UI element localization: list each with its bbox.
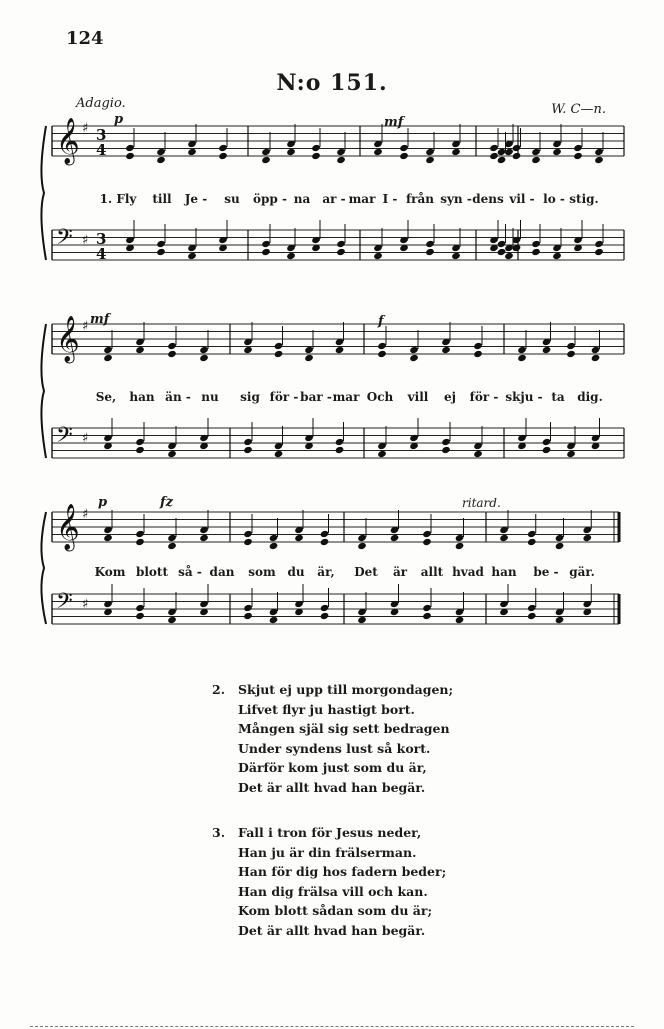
note-head — [243, 604, 253, 612]
note-head — [497, 248, 507, 256]
note-head — [243, 538, 253, 546]
note-head — [531, 156, 541, 164]
note-head — [135, 604, 145, 612]
note-head — [335, 438, 345, 446]
lyric-syllable: han — [129, 390, 155, 404]
time-signature-digit: 4 — [96, 141, 107, 159]
time-signature-digit: 3 — [96, 126, 107, 144]
note-head — [497, 240, 507, 248]
verse-number: 2. — [212, 682, 226, 697]
note-head — [527, 612, 537, 620]
music-system-1 — [44, 112, 624, 278]
note-head — [422, 538, 432, 546]
note-head — [512, 152, 522, 160]
note-head — [542, 346, 552, 354]
tempo-marking: Adagio. — [76, 96, 126, 111]
note-head — [390, 534, 400, 542]
note-head — [335, 446, 345, 454]
note-head — [336, 156, 346, 164]
note-head — [552, 148, 562, 156]
note-head — [167, 450, 177, 458]
lyric-syllable: mar — [332, 390, 360, 404]
sharp-icon: ♯ — [82, 319, 89, 334]
note-head — [274, 342, 284, 350]
note-head — [489, 144, 499, 152]
bass-clef-icon: 𝄢 — [56, 225, 73, 255]
note-head — [552, 252, 562, 260]
note-head — [304, 354, 314, 362]
dynamic-marking: f — [378, 314, 384, 329]
note-head — [531, 240, 541, 248]
sharp-icon: ♯ — [82, 507, 89, 522]
dynamic-marking: p — [98, 495, 108, 510]
note-head — [187, 148, 197, 156]
note-head — [455, 534, 465, 542]
note-head — [320, 612, 330, 620]
lyric-syllable: mar — [348, 192, 376, 206]
lyric-syllable: till — [152, 192, 172, 206]
lyric-syllable: hvad — [452, 565, 484, 579]
lyric-syllable: lo - — [543, 192, 565, 206]
note-head — [199, 346, 209, 354]
verse-line: Han ju är din frälserman. — [238, 844, 417, 860]
note-head — [373, 252, 383, 260]
lyric-syllable: för - — [269, 390, 299, 404]
note-head — [591, 354, 601, 362]
dynamic-marking: mf — [384, 115, 404, 130]
note-head — [377, 450, 387, 458]
note-head — [135, 446, 145, 454]
lyric-syllable: 1. Fly — [99, 192, 137, 206]
time-signature-digit: 4 — [96, 245, 107, 263]
treble-clef-icon: 𝄞 — [56, 504, 80, 550]
verse-line: Därför kom just som du är, — [238, 760, 427, 775]
note-head — [566, 342, 576, 350]
note-head — [499, 534, 509, 542]
note-head — [531, 148, 541, 156]
note-head — [243, 530, 253, 538]
note-head — [527, 530, 537, 538]
note-head — [422, 604, 432, 612]
note-head — [311, 144, 321, 152]
note-head — [489, 152, 499, 160]
note-head — [527, 538, 537, 546]
note-head — [243, 612, 253, 620]
note-head — [156, 240, 166, 248]
lyric-syllable: gär. — [569, 565, 595, 579]
note-head — [243, 346, 253, 354]
note-head — [425, 148, 435, 156]
lyric-syllable: dens — [472, 192, 504, 206]
lyric-syllable: vil - — [509, 192, 535, 206]
note-head — [373, 148, 383, 156]
lyric-syllable: som — [248, 565, 276, 579]
lyric-syllable: du — [287, 565, 305, 579]
music-system-2 — [44, 312, 624, 476]
note-head — [573, 144, 583, 152]
verse-line: Mången själ sig sett bedragen — [238, 721, 450, 736]
lyric-syllable: Se, — [95, 390, 117, 404]
lyric-syllable: är — [392, 565, 408, 579]
dynamic-marking: mf — [90, 312, 110, 327]
bass-clef-icon: 𝄢 — [56, 589, 73, 619]
note-head — [591, 346, 601, 354]
note-head — [187, 252, 197, 260]
note-head — [527, 604, 537, 612]
lyric-syllable: syn - — [440, 192, 472, 206]
note-head — [441, 446, 451, 454]
lyric-syllable: Je - — [184, 192, 208, 206]
verse-line: Han för dig hos fadern beder; — [238, 864, 447, 879]
note-head — [311, 152, 321, 160]
note-head — [357, 616, 367, 624]
note-head — [135, 438, 145, 446]
page-number: 124 — [66, 28, 104, 49]
note-head — [517, 346, 527, 354]
lyric-syllable: bar - — [300, 390, 332, 404]
lyric-syllable: ar - — [322, 192, 346, 206]
note-head — [573, 152, 583, 160]
note-head — [425, 240, 435, 248]
note-head — [156, 248, 166, 256]
note-head — [566, 350, 576, 358]
hymn-number: N:o 151. — [276, 70, 388, 96]
note-head — [125, 144, 135, 152]
note-head — [218, 144, 228, 152]
note-head — [409, 346, 419, 354]
note-head — [286, 148, 296, 156]
note-head — [555, 542, 565, 550]
lyrics-line-2 — [44, 390, 624, 408]
note-head — [531, 248, 541, 256]
verse-line: Fall i tron för Jesus neder, — [238, 825, 422, 840]
note-head — [497, 148, 507, 156]
lyric-syllable: ej — [444, 390, 456, 404]
note-head — [473, 342, 483, 350]
note-head — [167, 616, 177, 624]
note-head — [399, 152, 409, 160]
note-head — [409, 354, 419, 362]
note-head — [455, 616, 465, 624]
note-head — [422, 530, 432, 538]
lyric-syllable: blott — [135, 565, 169, 579]
note-head — [425, 248, 435, 256]
note-head — [512, 144, 522, 152]
lyric-syllable: su — [224, 192, 240, 206]
note-head — [377, 350, 387, 358]
lyric-syllable: Kom — [94, 565, 126, 579]
note-head — [542, 446, 552, 454]
note-head — [135, 538, 145, 546]
lyric-syllable: han — [491, 565, 517, 579]
note-head — [441, 438, 451, 446]
lyric-syllable: be - — [533, 565, 559, 579]
note-head — [243, 446, 253, 454]
note-head — [218, 152, 228, 160]
lyric-syllable: öpp - — [253, 192, 287, 206]
note-head — [294, 534, 304, 542]
note-head — [243, 438, 253, 446]
note-head — [555, 534, 565, 542]
verse-number: 3. — [212, 825, 226, 840]
note-head — [451, 148, 461, 156]
lyric-syllable: Det — [354, 565, 378, 579]
sharp-icon: ♯ — [82, 121, 89, 136]
sharp-icon: ♯ — [82, 233, 89, 248]
note-head — [304, 346, 314, 354]
note-head — [199, 354, 209, 362]
note-head — [473, 450, 483, 458]
verse-line: Under syndens lust så kort. — [238, 740, 431, 756]
note-head — [335, 346, 345, 354]
lyric-syllable: för - — [469, 390, 499, 404]
note-head — [167, 542, 177, 550]
lyric-syllable: sig — [240, 390, 260, 404]
lyric-syllable: från — [406, 192, 434, 206]
note-head — [497, 156, 507, 164]
note-head — [156, 148, 166, 156]
lyric-syllable: skju - — [505, 390, 543, 404]
note-head — [103, 346, 113, 354]
note-head — [542, 438, 552, 446]
note-head — [555, 616, 565, 624]
lyric-syllable: I - — [382, 192, 398, 206]
lyric-syllable: stig. — [569, 192, 599, 206]
note-head — [167, 350, 177, 358]
treble-clef-icon: 𝄞 — [56, 316, 80, 362]
note-head — [269, 542, 279, 550]
note-head — [135, 346, 145, 354]
note-head — [504, 252, 514, 260]
note-head — [274, 350, 284, 358]
note-head — [286, 252, 296, 260]
verse-line: Lifvet flyr ju hastigt bort. — [238, 701, 415, 717]
verse-line: Det är allt hvad han begär. — [238, 922, 426, 938]
lyric-syllable: så - — [178, 565, 202, 579]
composer-credit: W. C—n. — [551, 102, 606, 117]
lyric-syllable: är, — [317, 565, 335, 579]
note-head — [399, 144, 409, 152]
lyrics-line-3 — [44, 565, 624, 583]
note-head — [425, 156, 435, 164]
lyric-syllable: na — [293, 192, 311, 206]
note-head — [167, 534, 177, 542]
note-head — [455, 542, 465, 550]
note-head — [320, 538, 330, 546]
note-head — [156, 156, 166, 164]
verse-line: Det är allt hvad han begär. — [238, 779, 426, 795]
dynamic-marking: p — [114, 112, 124, 127]
note-head — [261, 240, 271, 248]
bass-clef-icon: 𝄢 — [56, 423, 73, 453]
lyric-syllable: Och — [366, 390, 394, 404]
lyric-syllable: än - — [165, 390, 191, 404]
note-head — [566, 450, 576, 458]
note-head — [167, 342, 177, 350]
score-staves-3 — [44, 504, 624, 668]
lyric-syllable: ta — [551, 390, 565, 404]
note-head — [199, 534, 209, 542]
sharp-icon: ♯ — [82, 597, 89, 612]
note-head — [357, 542, 367, 550]
note-head — [135, 530, 145, 538]
note-head — [594, 148, 604, 156]
treble-clef-icon: 𝄞 — [56, 118, 80, 164]
note-head — [336, 248, 346, 256]
note-head — [594, 156, 604, 164]
lyric-syllable: dan — [209, 565, 235, 579]
note-head — [269, 534, 279, 542]
note-head — [594, 248, 604, 256]
note-head — [135, 612, 145, 620]
lyric-syllable: nu — [201, 390, 219, 404]
verse-line: Han dig frälsa vill och kan. — [238, 883, 428, 899]
note-head — [320, 604, 330, 612]
lyric-syllable: allt — [420, 565, 444, 579]
note-head — [336, 240, 346, 248]
note-head — [261, 248, 271, 256]
dynamic-marking: fz — [160, 495, 173, 510]
note-head — [261, 148, 271, 156]
note-head — [274, 450, 284, 458]
note-head — [594, 240, 604, 248]
sharp-icon: ♯ — [82, 431, 89, 446]
note-head — [422, 612, 432, 620]
note-head — [357, 534, 367, 542]
note-head — [582, 534, 592, 542]
note-head — [336, 148, 346, 156]
note-head — [441, 346, 451, 354]
note-head — [261, 156, 271, 164]
note-head — [517, 354, 527, 362]
lyric-syllable: dig. — [577, 390, 603, 404]
note-head — [451, 252, 461, 260]
note-head — [320, 530, 330, 538]
ritard-marking: ritard. — [462, 496, 501, 510]
note-head — [103, 534, 113, 542]
note-head — [125, 152, 135, 160]
note-head — [103, 354, 113, 362]
note-head — [473, 350, 483, 358]
music-system-3 — [44, 495, 624, 668]
verse-line: Kom blott sådan som du är; — [238, 903, 433, 918]
page-edge-rule — [30, 1026, 634, 1027]
time-signature-digit: 3 — [96, 230, 107, 248]
verse-line: Skjut ej upp till morgondagen; — [238, 682, 454, 697]
lyrics-line-1 — [44, 192, 624, 210]
lyric-syllable: vill — [407, 390, 429, 404]
note-head — [377, 342, 387, 350]
note-head — [269, 616, 279, 624]
